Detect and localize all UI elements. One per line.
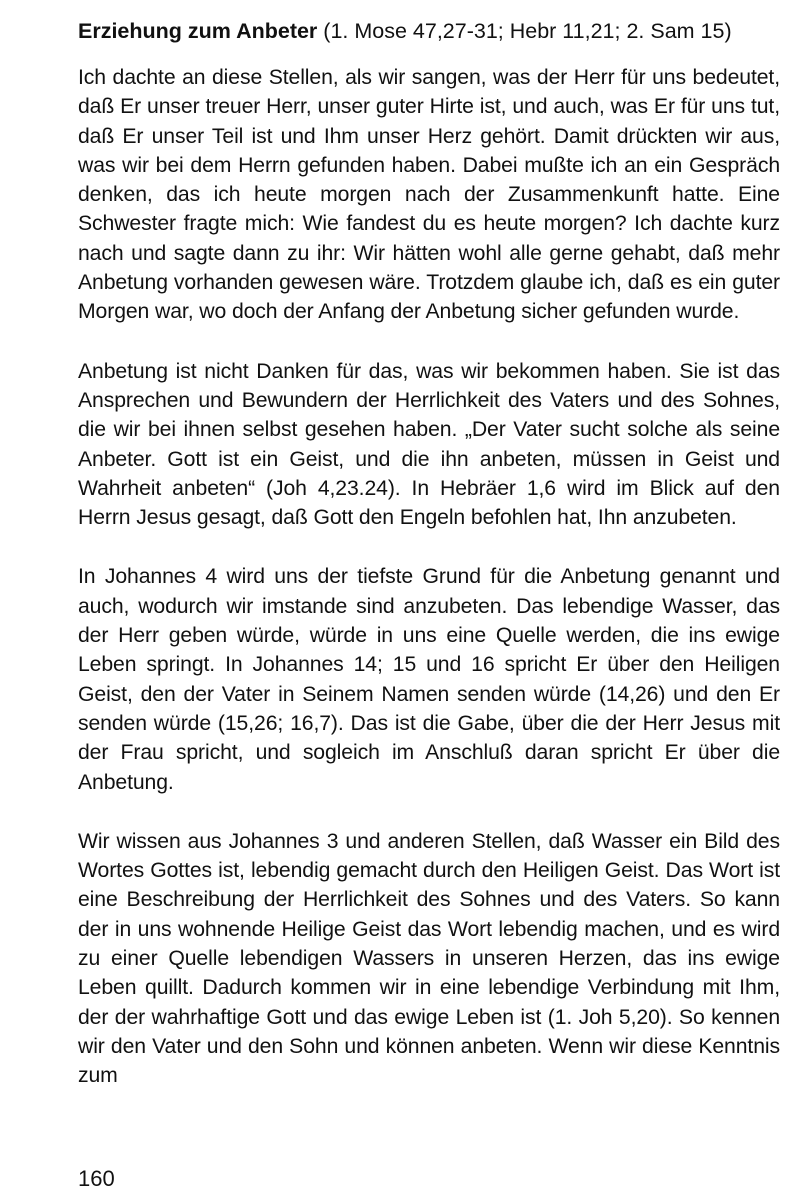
page-number: 160 [78, 1166, 115, 1191]
paragraph-3: In Johannes 4 wird uns der tiefste Grund für die Anbetung genannt und auch, wodurch wir imstande sind anzubeten. Das lebendige Wasser, das der Herr geben würde, würde in uns eine Quelle werden, die ins ewige Leben springt. In Johannes 14; 15 und 16 spricht Er über den Heiligen Geist, den der Vater in Seinem Namen senden würde (14,26) und den Er senden würde (15,26; 16,7). Das ist die Gabe, über die der Herr Jesus mit der Frau spricht, und sogleich im Anschluß daran spricht Er über die Anbetung. [78, 565, 780, 794]
paragraph-1: Ich dachte an diese Stellen, als wir sangen, was der Herr für uns bedeutet, daß Er unser treuer Herr, unser guter Hirte ist, und auch, was Er für uns tut, daß Er unser Teil ist und Ihm unser Herz gehört. Damit drückten wir aus, was wir bei dem Herrn gefunden haben. Dabei mußte ich an ein Gespräch denken, das ich heute morgen nach der Zusammenkunft hatte. Eine Schwester fragte mich: Wie fandest du es heute morgen? Ich dachte kurz nach und sagte dann zu ihr: Wir hätten wohl alle gerne gehabt, daß mehr Anbetung vorhanden gewesen wäre. Trotzdem glaube ich, daß es ein guter Morgen war, wo doch der Anfang der Anbetung sicher gefunden wurde. [78, 66, 780, 324]
heading-title: Erziehung zum Anbeter [78, 19, 318, 43]
section-heading [78, 14, 780, 48]
page-body [78, 14, 780, 1121]
paragraph-2: Anbetung ist nicht Danken für das, was wir bekommen haben. Sie ist das Ansprechen und Bewundern der Herrlichkeit des Vaters und des Sohnes, die wir bei ihnen selbst gesehen haben. „Der Vater sucht solche als seine Anbeter. Gott ist ein Geist, und die ihn anbeten, müssen in Geist und Wahrheit anbeten“ (Joh 4,23.24). In Hebräer 1,6 wird im Blick auf den Herrn Jesus gesagt, daß Gott den Engeln befohlen hat, Ihn anzubeten. [78, 359, 780, 530]
paragraph-4: Wir wissen aus Johannes 3 und anderen Stellen, daß Wasser ein Bild des Wortes Gottes ist, lebendig gemacht durch den Heiligen Geist. Das Wort ist eine Beschreibung der Herrlichkeit des Sohnes und des Vaters. So kann der in uns wohnende Heilige Geist das Wort lebendig machen, und es wird zu einer Quelle lebendigen Wassers in unseren Herzen, das ins ewige Leben quillt. Dadurch kommen wir in eine lebendige Verbindung mit Ihm, der der wahrhaftige Gott und das ewige Leben ist (1. Joh 5,20). So kennen wir den Vater und den Sohn und können anbeten. Wenn wir diese Kenntnis zum [78, 829, 780, 1088]
heading-scripture-references: (1. Mose 47,27-31; Hebr 11,21; 2. Sam 15) [323, 19, 732, 43]
